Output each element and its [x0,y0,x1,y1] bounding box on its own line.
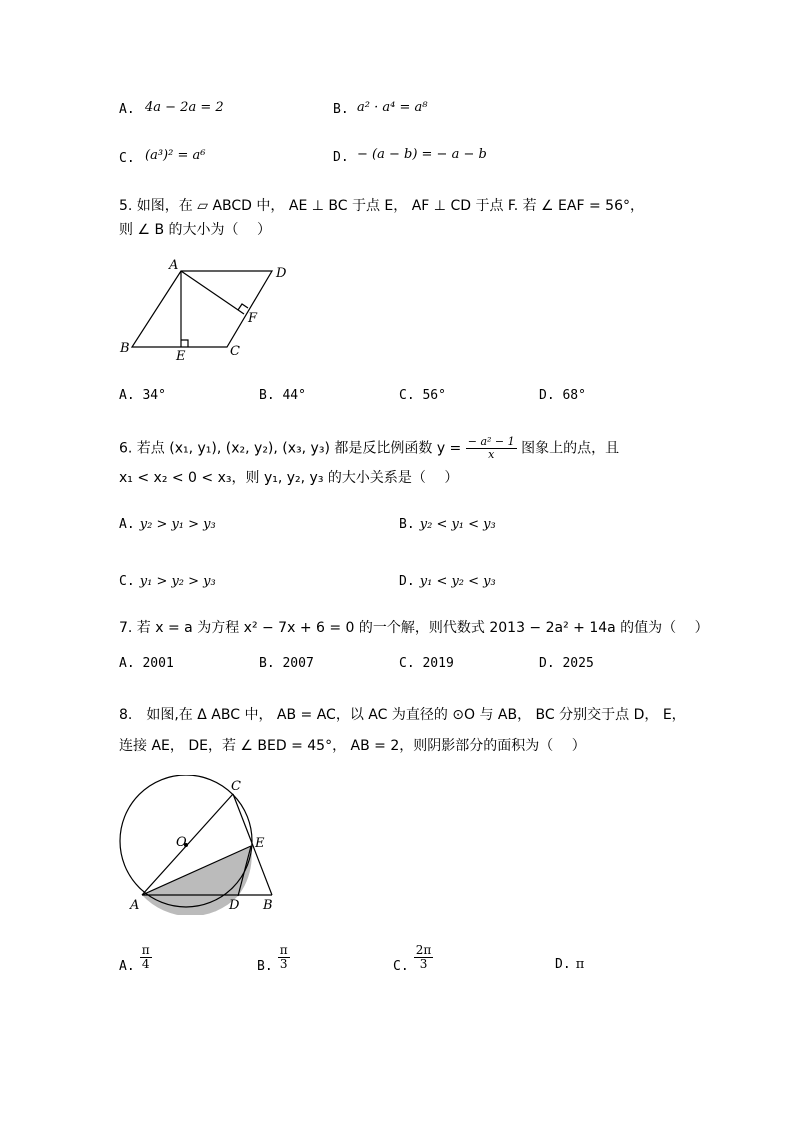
q8-option-a-fraction [140,944,152,971]
q6-stem-line1 [119,436,619,461]
q6-option-b-label: B. [399,517,415,532]
q7-option-b-value: 2007 [282,656,314,671]
q8-option-d [555,953,584,972]
q6-stem-line1-a: 6. 若点 (x₁, y₁), (x₂, y₂), (x₃, y₃) 都是反比例函数 y = [119,440,462,457]
q7-option-a-label: A. [119,656,135,671]
q7-option-c-label: C. [399,656,415,671]
q7-option-c [399,656,454,671]
q6-option-a [119,513,216,532]
q8-option-b [257,944,290,974]
right-angle-mark-f [238,304,248,310]
q7-option-a-value: 2001 [142,656,174,671]
q4-option-c-expr: (a³)² = a⁶ [145,148,206,163]
q8-option-c-fraction [414,944,434,971]
q5-option-d-label: D. [539,388,555,403]
q7-option-b [259,656,314,671]
q8-option-a [119,944,152,974]
segment-af [181,271,244,314]
q5-parallelogram-figure [110,252,310,367]
q6-option-d-label: D. [399,574,415,589]
q6-option-d [399,570,496,589]
q6-function-fraction [466,436,517,461]
q5-stem-line2: 则 ∠ B 的大小为（ ） [119,222,271,238]
q8-option-b-num: π [279,943,288,957]
q7-option-a [119,656,174,671]
q8-option-c [393,944,433,974]
q8-option-c-num: 2π [415,943,432,957]
q6-option-c-expr: y₁ > y₂ > y₃ [139,574,216,589]
q5-option-b-value: 44° [282,388,306,403]
parallelogram-abcd [132,271,272,347]
q4-option-d-expr: − (a − b) = − a − b [357,147,487,162]
q6-stem-line2: x₁ < x₂ < 0 < x₃，则 y₁, y₂, y₃ 的大小关系是（ ） [119,470,459,486]
q7-option-d-value: 2025 [562,656,594,671]
label-c: C [230,344,240,359]
q7-option-c-value: 2019 [422,656,454,671]
q5-option-a [119,388,166,403]
q6-option-a-expr: y₂ > y₁ > y₃ [139,517,216,532]
q6-option-b [399,513,496,532]
q8-option-c-label: C. [393,959,409,975]
q8-option-a-label: A. [119,959,135,975]
q4-option-b-label: B. [333,102,349,117]
q6-option-d-expr: y₁ < y₂ < y₃ [419,574,496,589]
q8-circle-figure [110,775,295,915]
q4-option-a-expr: 4a − 2a = 2 [145,100,224,115]
q5-option-b-label: B. [259,388,275,403]
q6-fraction-denominator: x [488,448,495,462]
label-e: E [176,349,186,364]
label-d: D [229,898,240,913]
q8-option-a-num: π [141,943,150,957]
q5-stem-line1: 5. 如图，在 ▱ ABCD 中， AE ⊥ BC 于点 E， AF ⊥ CD 于点 F. 若 ∠ EAF = 56°， [119,198,644,214]
q8-option-d-value: π [575,957,585,972]
q5-option-b [259,388,306,403]
q5-option-c-value: 56° [422,388,446,403]
q5-option-d [539,388,586,403]
q6-option-c-label: C. [119,574,135,589]
label-b: B [263,898,273,913]
q6-fraction-numerator: − a² − 1 [467,435,515,448]
q6-option-a-label: A. [119,517,135,532]
q5-option-c [399,388,446,403]
q6-stem-line1-b: 图象上的点，且 [521,440,620,457]
label-a: A [169,258,179,273]
q4-option-c-label: C. [119,151,135,166]
label-e: E [255,836,265,851]
q4-option-a-label: A. [119,102,135,117]
q5-option-a-label: A. [119,388,135,403]
label-f: F [248,311,258,326]
q7-option-d-label: D. [539,656,555,671]
q7-stem: 7. 若 x = a 为方程 x² − 7x + 6 = 0 的一个解，则代数式 2013 − 2a² + 14a 的值为（ ） [119,620,709,636]
label-d: D [276,266,287,281]
label-b: B [120,341,130,356]
q8-option-d-label: D. [555,957,571,972]
q8-option-b-fraction [278,944,290,971]
q7-option-d [539,656,594,671]
q8-option-a-den: 4 [141,957,150,972]
q5-option-c-label: C. [399,388,415,403]
q6-option-b-expr: y₂ < y₁ < y₃ [419,517,496,532]
q5-option-d-value: 68° [562,388,586,403]
q8-stem-line1: 8. 如图,在 Δ ABC 中， AB = AC，以 AC 为直径的 ⊙O 与 AB， BC 分别交于点 D， E， [119,707,686,723]
label-a: A [130,898,140,913]
q4-option-d-label: D. [333,150,349,165]
right-angle-mark-e [181,340,188,347]
q8-option-b-den: 3 [279,957,288,972]
q8-option-c-den: 3 [419,957,428,972]
q7-option-b-label: B. [259,656,275,671]
label-c: C [231,779,241,794]
label-o: O [176,835,187,850]
q4-option-b-expr: a² · a⁴ = a⁸ [357,100,428,115]
q6-option-c [119,570,216,589]
q5-option-a-value: 34° [142,388,166,403]
q8-option-b-label: B. [257,959,273,975]
q8-stem-line2: 连接 AE， DE，若 ∠ BED = 45°， AB = 2，则阴影部分的面积为（ ） [119,738,586,754]
